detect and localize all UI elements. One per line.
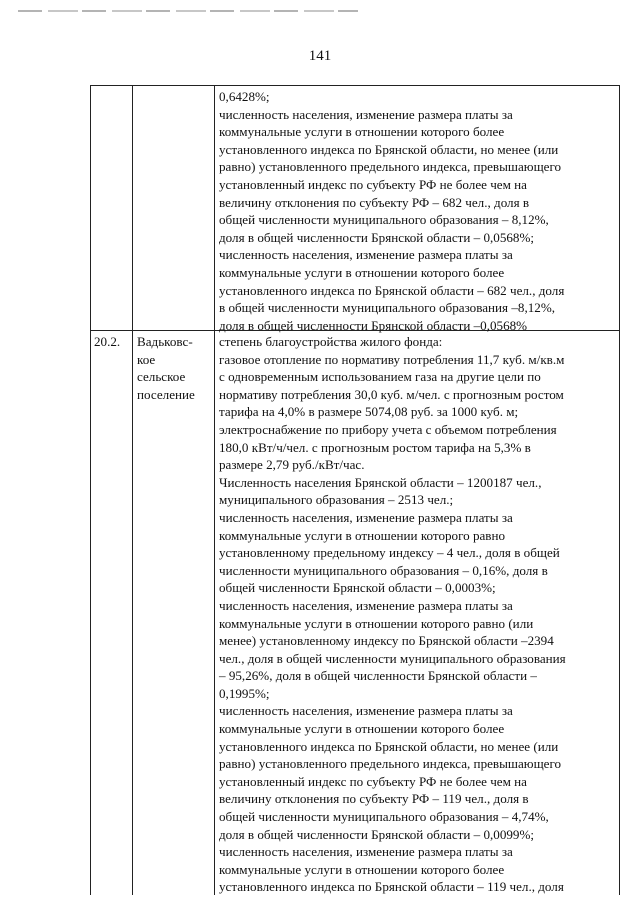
row-2-name-cell bbox=[137, 333, 195, 403]
description-line: – 95,26%, доля в общей численности Брянской области – bbox=[219, 668, 537, 684]
description-line: равно) установленного предельного индекса, превышающего bbox=[219, 756, 562, 772]
description-line: численность населения, изменение размера платы за bbox=[219, 703, 513, 719]
description-line: коммунальные услуги в отношении которого равно (или bbox=[219, 615, 534, 631]
description-line: общей численности Брянской области – 0,0003%; bbox=[219, 580, 496, 596]
description-line: с одновременным использованием газа на другие цели по bbox=[219, 369, 541, 385]
description-line: 0,6428%; bbox=[219, 89, 270, 104]
settlement-name-line: кое bbox=[137, 351, 156, 367]
scan-artifact-line bbox=[18, 10, 358, 12]
description-line: величину отклонения по субъекту РФ – 682 чел., доля в bbox=[219, 194, 530, 210]
description-line: доля в общей численности Брянской области – 0,0568%; bbox=[219, 229, 535, 245]
description-line: газовое отопление по нормативу потребления 11,7 куб. м/кв.м bbox=[219, 351, 565, 367]
description-line: установленного индекса по Брянской области, но менее (или bbox=[219, 738, 559, 754]
description-line: численность населения, изменение размера платы за bbox=[219, 597, 513, 613]
description-line: коммунальные услуги в отношении которого более bbox=[219, 124, 505, 140]
description-line: электроснабжение по прибору учета с объемом потребления bbox=[219, 421, 557, 437]
description-line: установленный индекс по субъекту РФ не более чем на bbox=[219, 773, 527, 789]
description-line: 0,1995%; bbox=[219, 685, 270, 701]
description-line: менее) установленному индексу по Брянской области –2394 bbox=[219, 633, 554, 649]
description-line: коммунальные услуги в отношении которого более bbox=[219, 721, 505, 737]
description-line: нормативу потребления 30,0 куб. м/чел. с прогнозным ростом bbox=[219, 386, 564, 402]
description-line: коммунальные услуги в отношении которого более bbox=[219, 861, 505, 877]
description-line: установленного индекса по Брянской области, но менее (или bbox=[219, 141, 559, 157]
description-line: установленного индекса по Брянской области – 119 чел., доля bbox=[219, 879, 564, 895]
data-table bbox=[90, 85, 620, 895]
row-2-number-cell: 20.2. bbox=[94, 334, 121, 349]
description-line: коммунальные услуги в отношении которого более bbox=[219, 264, 505, 280]
description-line: установленного индекса по Брянской области – 682 чел., доля bbox=[219, 282, 565, 298]
description-line: муниципального образования – 2513 чел.; bbox=[219, 492, 454, 508]
description-line: установленный индекс по субъекту РФ не более чем на bbox=[219, 176, 527, 192]
settlement-name-line: поселение bbox=[137, 386, 195, 402]
column-divider-number bbox=[132, 86, 133, 895]
description-line: численность населения, изменение размера платы за bbox=[219, 106, 513, 122]
description-line: общей численности муниципального образования – 8,12%, bbox=[219, 212, 549, 228]
description-line: тарифа на 4,0% в размере 5074,08 руб. за 1000 куб. м; bbox=[219, 404, 519, 420]
description-line: численность населения, изменение размера платы за bbox=[219, 509, 513, 525]
description-line: размере 2,79 руб./кВт/час. bbox=[219, 457, 365, 473]
settlement-name-line: сельское bbox=[137, 369, 186, 385]
row-1-description-cell bbox=[219, 88, 564, 334]
description-line: численность населения, изменение размера платы за bbox=[219, 247, 513, 263]
description-line: 180,0 кВт/ч/чел. с прогнозным ростом тарифа на 5,3% в bbox=[219, 439, 531, 455]
description-line: степень благоустройства жилого фонда: bbox=[219, 334, 443, 349]
description-line: установленному предельному индексу – 4 чел., доля в общей bbox=[219, 545, 560, 561]
description-line: чел., доля в общей численности муниципального образования bbox=[219, 650, 566, 666]
description-line: численности муниципального образования – 0,16%, доля в bbox=[219, 562, 548, 578]
description-line: величину отклонения по субъекту РФ – 119 чел., доля в bbox=[219, 791, 529, 807]
description-line: Численность населения Брянской области – 1200187 чел., bbox=[219, 474, 542, 490]
description-line: коммунальные услуги в отношении которого равно bbox=[219, 527, 506, 543]
description-line: доля в общей численности Брянской области – 0,0099%; bbox=[219, 826, 535, 842]
page-number: 141 bbox=[308, 48, 332, 64]
description-line: доля в общей численности Брянской области –0,0568% bbox=[219, 317, 528, 333]
column-divider-name bbox=[214, 86, 215, 895]
description-line: общей численности муниципального образования – 4,74%, bbox=[219, 809, 549, 825]
settlement-name-line: Вадьковс- bbox=[137, 334, 193, 349]
description-line: равно) установленного предельного индекса, превышающего bbox=[219, 159, 562, 175]
description-line: численность населения, изменение размера платы за bbox=[219, 844, 513, 860]
row-2-description-cell bbox=[219, 333, 566, 896]
description-line: в общей численности муниципального образования –8,12%, bbox=[219, 300, 555, 316]
